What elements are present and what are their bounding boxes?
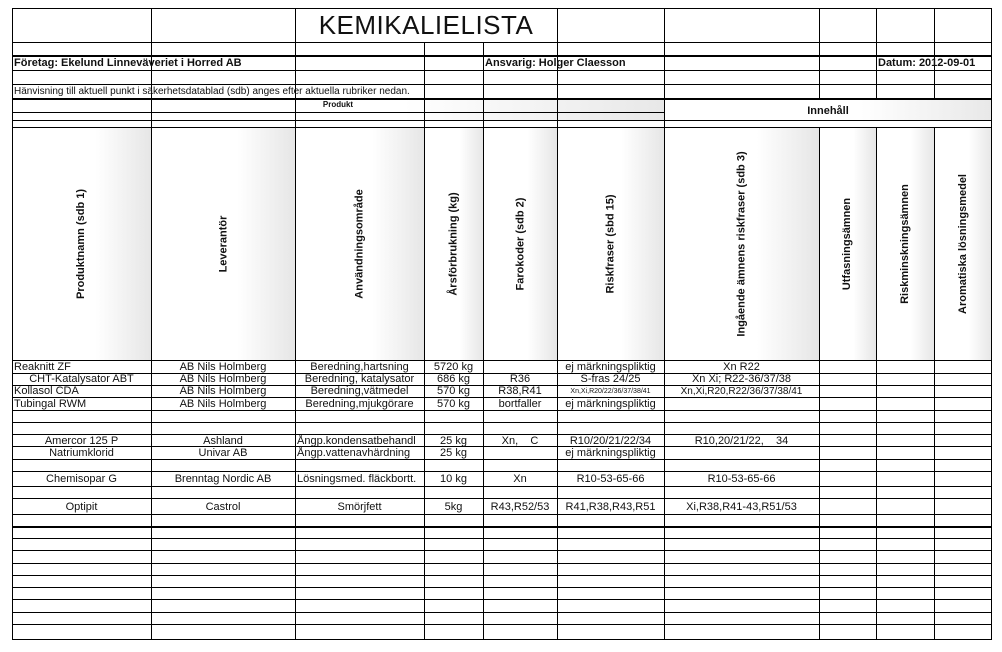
table-row-risk: R10/20/21/22/34 bbox=[569, 435, 652, 447]
table-row-product: Reaknitt ZF bbox=[14, 361, 71, 373]
table-row-hazard: R38,R41 bbox=[498, 385, 542, 397]
table-row-supplier: AB Nils Holmberg bbox=[179, 373, 267, 385]
table-row-product: Optipit bbox=[65, 501, 98, 513]
table-row-product: Chemisopar G bbox=[46, 473, 117, 485]
chemical-list-sheet bbox=[12, 8, 992, 640]
col-header-annual-usage: Årsförbrukning (kg) bbox=[447, 192, 460, 296]
col-header-risk-reduction: Riskminskningsämnen bbox=[899, 184, 912, 304]
table-row-product: Natriumklorid bbox=[49, 447, 114, 459]
col-header-ingredient-risk: Ingående ämnens riskfraser (sdb 3) bbox=[735, 151, 748, 337]
table-row-product: CHT-Katalysator ABT bbox=[29, 373, 134, 385]
table-row-usage: Ångp.kondensatbehandl bbox=[297, 435, 416, 447]
table-row-ingredients: Xn R22 bbox=[723, 361, 760, 373]
table-row-usage: Beredning,hartsning bbox=[310, 361, 409, 373]
table-row-risk: R41,R38,R43,R51 bbox=[565, 501, 656, 513]
table-row-risk: ej märkningspliktig bbox=[565, 447, 656, 459]
table-row-ingredients: R10-53-65-66 bbox=[707, 473, 776, 485]
table-row-usage: Beredning,mjukgörare bbox=[305, 398, 414, 410]
table-row-product: Kollasol CDA bbox=[14, 385, 79, 397]
date-label: Datum: 2012-09-01 bbox=[878, 57, 976, 69]
table-row-hazard: bortfaller bbox=[498, 398, 542, 410]
col-header-aromatic-solvents: Aromatiska lösningsmedel bbox=[957, 174, 969, 314]
table-row-risk: ej märkningspliktig bbox=[565, 398, 656, 410]
table-row-supplier: Brenntag Nordic AB bbox=[174, 473, 272, 485]
table-row-ingredients: Xn,Xi,R20,R22/36/37/38/41 bbox=[680, 386, 803, 397]
table-row-risk: ej märkningspliktig bbox=[565, 361, 656, 373]
table-row-product: Tubingal RWM bbox=[14, 398, 87, 410]
table-row-annual: 570 kg bbox=[436, 398, 471, 410]
company-label: Företag: Ekelund Linneväveriet i Horred AB bbox=[14, 57, 242, 69]
table-row-usage: Lösningsmed. fläckbortt. bbox=[297, 473, 417, 485]
group-header-product: Produkt bbox=[322, 100, 354, 109]
col-header-hazard-codes: Farokoder (sdb 2) bbox=[514, 197, 526, 291]
table-row-risk: Xn,Xi,R20/22/36/37/38/41 bbox=[570, 388, 651, 395]
col-header-phase-out: Utfasningsämnen bbox=[841, 197, 854, 291]
table-row-ingredients: Xi,R38,R41-43,R51/53 bbox=[686, 501, 797, 513]
col-header-risk-phrases: Riskfraser (sbd 15) bbox=[604, 194, 617, 294]
table-row-supplier: AB Nils Holmberg bbox=[179, 361, 267, 373]
col-header-product-name: Produktnamn (sdb 1) bbox=[75, 188, 88, 300]
table-row-supplier: AB Nils Holmberg bbox=[179, 398, 267, 410]
table-row-supplier: Castrol bbox=[205, 501, 241, 513]
table-row-annual: 25 kg bbox=[440, 447, 467, 459]
group-header-content: Innehåll bbox=[807, 105, 849, 117]
table-row-usage: Smörjfett bbox=[337, 501, 382, 513]
table-row-annual: 686 kg bbox=[436, 373, 471, 385]
table-row-annual: 570 kg bbox=[436, 385, 471, 397]
table-row-hazard: R43,R52/53 bbox=[490, 501, 550, 513]
table-row-supplier: Univar AB bbox=[198, 447, 248, 459]
reference-note: Hänvisning till aktuell punkt i säkerhetsdatablad (sdb) anges efter aktuella rubriker nedan. bbox=[14, 86, 410, 97]
table-row-supplier: AB Nils Holmberg bbox=[179, 385, 267, 397]
table-row-annual: 10 kg bbox=[440, 473, 467, 485]
table-row-ingredients: Xn Xi; R22-36/37/38 bbox=[691, 373, 792, 385]
col-header-supplier: Leverantör bbox=[216, 215, 229, 273]
table-row-risk: R10-53-65-66 bbox=[576, 473, 645, 485]
page-title: KEMIKALIELISTA bbox=[318, 10, 534, 40]
table-row-ingredients: R10,20/21/22, 34 bbox=[694, 435, 789, 447]
table-row-product: Amercor 125 P bbox=[44, 435, 119, 447]
table-row-usage: Ångp.vattenavhärdning bbox=[297, 447, 411, 459]
col-header-usage: Användningsområde bbox=[353, 189, 366, 299]
table-row-usage: Beredning, katalysator bbox=[304, 373, 415, 385]
responsible-label: Ansvarig: Holger Claesson bbox=[485, 57, 626, 69]
table-row-hazard: Xn, C bbox=[501, 435, 539, 447]
table-row-annual: 5kg bbox=[444, 501, 463, 513]
table-row-risk: S-fras 24/25 bbox=[580, 373, 641, 385]
table-row-annual: 25 kg bbox=[440, 435, 467, 447]
table-row-hazard: R36 bbox=[509, 373, 531, 385]
table-row-annual: 5720 kg bbox=[433, 361, 474, 373]
table-row-hazard: Xn bbox=[513, 473, 527, 485]
table-row-supplier: Ashland bbox=[203, 435, 243, 447]
table-row-usage: Beredning,vätmedel bbox=[310, 385, 409, 397]
